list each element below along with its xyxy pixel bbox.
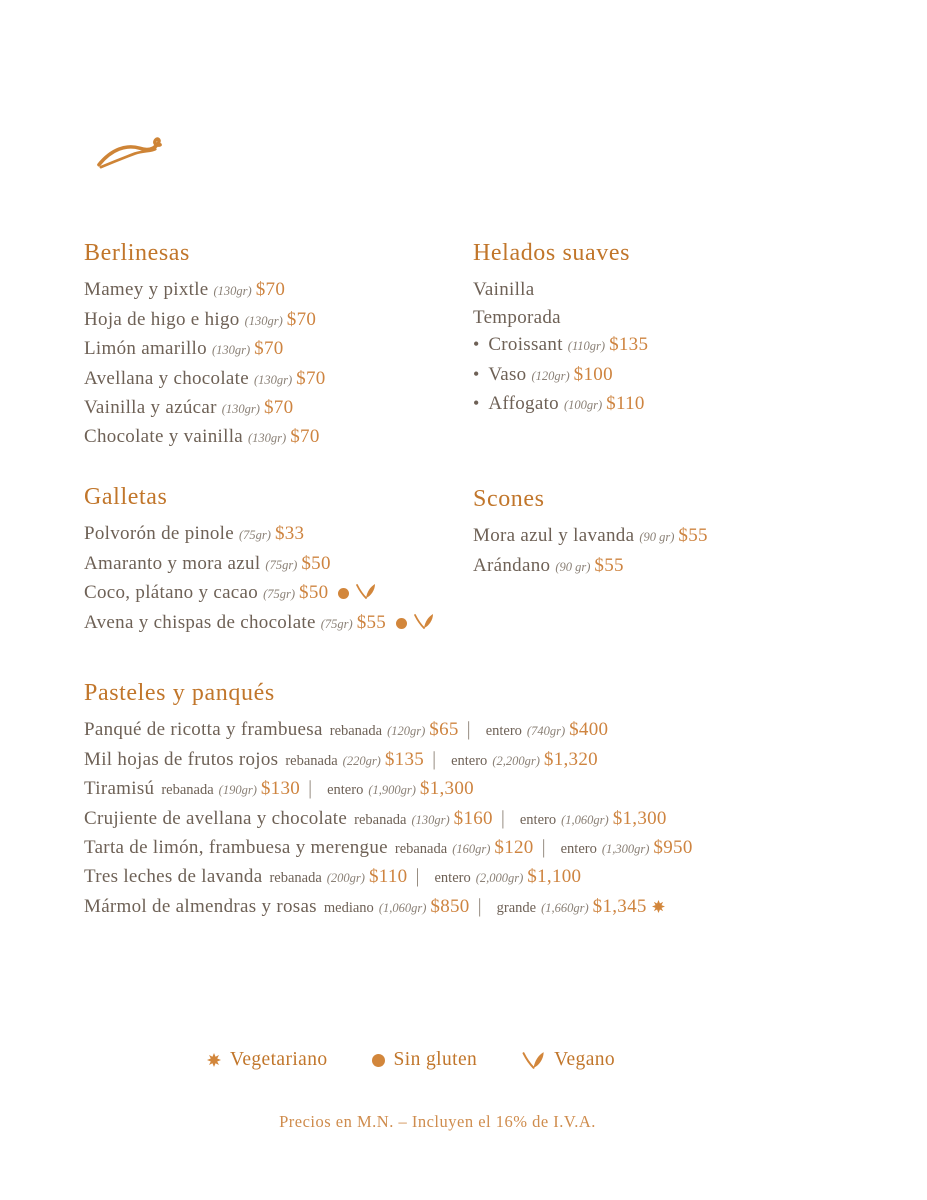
variant-label: rebanada [354, 811, 407, 828]
variant-label: mediano [323, 899, 374, 916]
item-name: Mamey y pixtle [84, 279, 209, 301]
item-price: $50 [301, 552, 331, 574]
variant-price: $1,320 [543, 748, 598, 770]
item-price: $33 [274, 523, 305, 545]
item-size: (130gr) [221, 402, 260, 417]
variant-label: rebanada [329, 723, 383, 740]
bullet-icon: • [473, 393, 480, 414]
menu-item [84, 423, 464, 452]
variant-price: $1,345 [592, 895, 647, 917]
menu-item [84, 579, 504, 608]
variant-label: entero [560, 841, 597, 858]
variant-label: entero [451, 752, 488, 769]
item-size: (75gr) [239, 528, 271, 543]
variant-price: $1,100 [527, 866, 582, 888]
item-size: (90 gr) [639, 530, 675, 545]
vegetariano-icon [652, 900, 665, 913]
menu-item [84, 746, 894, 775]
menu-item [473, 331, 873, 360]
separator: | [415, 865, 420, 888]
section-pasteles-panques [84, 680, 894, 922]
menu-item [473, 390, 873, 419]
variant-price: $400 [569, 719, 609, 741]
sin-gluten-icon [396, 618, 407, 629]
legend-label: Vegetariano [230, 1049, 328, 1070]
variant-price: $65 [429, 719, 459, 741]
variant-size: (1,900gr) [368, 783, 416, 798]
dietary-legend [207, 1049, 615, 1071]
menu-item [84, 550, 504, 579]
section-title: Pasteles y panqués [84, 680, 275, 706]
vegetariano-icon [207, 1053, 221, 1067]
item-size: (75gr) [320, 616, 353, 631]
menu-item [84, 520, 504, 549]
section-title: Scones [473, 486, 545, 512]
separator: | [432, 747, 437, 770]
menu-item [473, 552, 873, 581]
variant-size: (1,060gr) [378, 900, 427, 915]
menu-item [84, 775, 894, 804]
item-name: Tres leches de lavanda [84, 866, 263, 888]
legend-sin-gluten [372, 1049, 478, 1071]
variant-size: (120gr) [387, 724, 426, 739]
separator: | [477, 894, 482, 917]
item-name: Arándano [473, 554, 551, 576]
section-title: Berlinesas [84, 240, 190, 266]
variant-label: entero [327, 782, 364, 799]
vegano-icon [413, 613, 434, 630]
separator: | [541, 836, 546, 859]
menu-item [84, 335, 464, 364]
variant-size: (200gr) [326, 871, 365, 886]
variant-label: entero [485, 723, 522, 740]
item-name: Amaranto y mora azul [84, 552, 261, 574]
item-name: Vaso [488, 363, 527, 385]
separator: | [466, 718, 471, 741]
section-scones [473, 486, 873, 581]
legend-label: Sin gluten [393, 1049, 478, 1070]
item-price: $55 [594, 554, 624, 576]
menu-item [84, 834, 894, 863]
item-name: Croissant [488, 334, 563, 356]
menu-item [473, 522, 873, 551]
legend-label: Vegano [554, 1049, 616, 1070]
section-berlinesas [84, 240, 464, 453]
menu-item [473, 361, 873, 390]
item-name: Tarta de limón, frambuesa y merengue [84, 837, 388, 859]
variant-size: (130gr) [411, 812, 450, 827]
variant-size: (740gr) [526, 724, 566, 739]
item-size: (75gr) [265, 557, 298, 572]
variant-size: (2,200gr) [492, 753, 540, 768]
item-price: $70 [263, 397, 294, 419]
menu-item [84, 716, 894, 745]
item-name: Polvorón de pinole [84, 523, 234, 545]
separator: | [308, 777, 313, 800]
variant-label: rebanada [269, 870, 322, 887]
section-title: Galletas [84, 484, 168, 510]
variant-price: $850 [430, 895, 470, 917]
item-name: Chocolate y vainilla [84, 426, 244, 448]
item-size: (130gr) [211, 343, 251, 358]
variant-label: entero [519, 811, 557, 828]
variant-size: (220gr) [342, 753, 381, 768]
legend-vegetariano [207, 1049, 328, 1071]
item-size: (75gr) [263, 587, 296, 602]
variant-label: rebanada [394, 841, 448, 858]
flavor-line: Temporada [473, 306, 561, 328]
item-price: $50 [299, 582, 329, 604]
item-price: $100 [573, 363, 613, 385]
menu-item [84, 609, 504, 638]
item-name: Panqué de ricotta y frambuesa [84, 719, 323, 741]
variant-price: $950 [653, 837, 693, 859]
price-disclaimer: Precios en M.N. – Incluyen el 16% de I.V.A. [279, 1112, 596, 1131]
menu-item [84, 893, 894, 922]
variant-size: (160gr) [452, 842, 491, 857]
variant-price: $1,300 [419, 778, 474, 800]
item-price: $135 [609, 334, 649, 356]
bullet-icon: • [473, 334, 480, 355]
item-name: Mora azul y lavanda [473, 525, 635, 547]
flavor-line: Vainilla [473, 279, 535, 301]
vegano-icon [355, 583, 376, 600]
menu-item [84, 805, 894, 834]
variant-size: (1,660gr) [541, 900, 589, 915]
vegano-icon [521, 1051, 545, 1070]
item-price: $55 [678, 525, 708, 547]
section-galletas [84, 484, 504, 638]
item-size: (90 gr) [555, 559, 591, 574]
variant-price: $120 [494, 837, 534, 859]
item-size: (130gr) [248, 431, 287, 446]
item-name: Hoja de higo e higo [84, 308, 240, 330]
item-name: Mármol de almendras y rosas [84, 895, 317, 917]
variant-label: rebanada [161, 782, 214, 799]
variant-size: (1,060gr) [561, 812, 609, 827]
bullet-icon: • [473, 363, 480, 384]
item-size: (120gr) [531, 368, 570, 383]
item-price: $70 [286, 308, 317, 330]
item-name: Crujiente de avellana y chocolate [84, 807, 348, 829]
item-price: $70 [296, 367, 326, 389]
item-name: Avellana y chocolate [84, 367, 249, 389]
variant-price: $130 [260, 778, 301, 800]
item-name: Avena y chispas de chocolate [84, 611, 316, 633]
item-name: Tiramisú [84, 778, 155, 800]
item-price: $70 [290, 426, 320, 448]
menu-item [84, 863, 894, 892]
item-size: (130gr) [244, 313, 283, 328]
item-name: Vainilla y azúcar [84, 397, 217, 419]
legend-vegano [521, 1049, 615, 1071]
separator: | [500, 806, 505, 829]
item-name: Affogato [488, 393, 559, 415]
variant-price: $135 [384, 748, 425, 770]
item-price: $55 [356, 611, 387, 633]
variant-price: $110 [368, 866, 408, 888]
section-helados-suaves [473, 240, 873, 419]
section-title: Helados suaves [473, 240, 631, 266]
item-size: (130gr) [213, 284, 252, 299]
variant-size: (2,000gr) [475, 871, 524, 886]
sin-gluten-icon [338, 588, 349, 599]
variant-label: entero [434, 870, 471, 887]
item-size: (110gr) [567, 339, 606, 354]
item-name: Mil hojas de frutos rojos [84, 748, 279, 770]
variant-size: (1,300gr) [601, 842, 650, 857]
item-price: $110 [606, 393, 645, 415]
item-price: $70 [254, 338, 284, 360]
item-name: Limón amarillo [84, 338, 207, 360]
variant-label: rebanada [285, 752, 338, 769]
menu-item [84, 276, 464, 305]
menu-item [84, 394, 464, 423]
item-price: $70 [255, 279, 286, 301]
swash-ornament-icon [96, 136, 164, 174]
menu-item [84, 306, 464, 335]
variant-price: $1,300 [612, 807, 667, 829]
item-name: Coco, plátano y cacao [84, 582, 259, 604]
item-size: (100gr) [563, 398, 603, 413]
menu-item [84, 365, 464, 394]
sin-gluten-icon [372, 1054, 385, 1067]
variant-price: $160 [453, 807, 493, 829]
variant-size: (190gr) [218, 783, 257, 798]
item-size: (130gr) [253, 372, 293, 387]
variant-label: grande [496, 899, 537, 916]
